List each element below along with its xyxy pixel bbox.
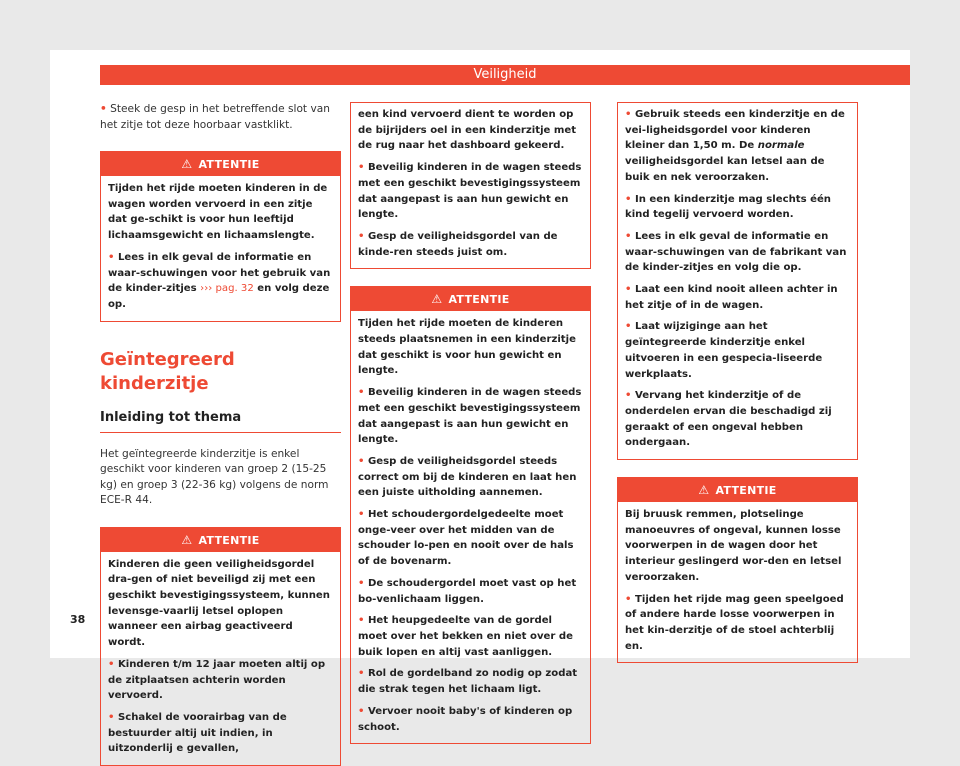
warning-bullet <box>358 613 583 660</box>
bullet-dot-icon: • <box>625 321 632 333</box>
warning-paragraph: Kinderen die geen veiligheidsgordel dra-gen of niet beveiligd zij met een geschikt bevestigingssysteem, kunnen levensge-vaarlij letsel oplopen wanneer een airbag geactiveerd wordt. <box>108 558 330 649</box>
bullet-dot-icon: • <box>358 668 365 680</box>
warning-bullet <box>358 576 583 607</box>
warning-paragraph: een kind vervoerd dient te worden op de bijrijders oel in een kinderzitje met de rug naar het dashboard gekeerd. <box>358 109 577 152</box>
warning-bullet-text: Laat een kind nooit alleen achter in het zitje of in de wagen. <box>625 284 838 311</box>
warning-bullet-text: Gesp de veiligheidsgordel steeds correct om bij de kinderen en laat hen een juiste uitholding aannemen. <box>358 455 577 499</box>
intro-paragraph: Het geïntegreerde kinderzitje is enkel geschikt voor kinderen van groep 2 (15-25 kg) en groep 3 (22-36 kg) volgens de norm ECE-R 44. <box>100 447 329 507</box>
warning-header <box>101 528 340 552</box>
warning-bullet <box>625 192 850 223</box>
warning-bullet-text: Schakel de voorairbag van de bestuurder altij uit indien, in uitzonderlij e gevallen, <box>108 711 287 755</box>
bullet-dot-icon: • <box>358 455 365 467</box>
warning-bullet <box>358 229 583 260</box>
bullet-dot-icon: • <box>625 230 632 242</box>
warning-bullet-text: Beveilig kinderen in de wagen steeds met een geschikt bevestigingssysteem dat aangepast is aan hun gewicht en lengte. <box>358 162 582 221</box>
bullet-dot-icon: • <box>358 615 365 627</box>
intro-step-text: Steek de gesp in het betreffende slot van het zitje tot deze hoorbaar vastklikt. <box>100 103 330 131</box>
bullet-dot-icon: • <box>358 705 365 717</box>
page-reference-link[interactable]: ››› pag. 32 <box>200 283 254 295</box>
warning-header <box>101 152 340 176</box>
bullet-dot-icon: • <box>358 162 365 174</box>
page-header: Veiligheid <box>100 65 910 85</box>
bullet-dot-icon: • <box>100 103 107 115</box>
warning-title: ATTENTIE <box>448 293 510 307</box>
subsection-title: Inleiding tot thema <box>100 408 341 433</box>
warning-title: ATTENTIE <box>198 158 260 171</box>
bullet-dot-icon: • <box>625 109 632 120</box>
warning-triangle-icon: ⚠ <box>698 483 710 498</box>
warning-bullet-text: Het heupgedeelte van de gordel moet over het bekken en niet over de buik lopen en altij vast aanliggen. <box>358 615 573 658</box>
warning-bullet-text: De schoudergordel moet vast op het bo-venlichaam liggen. <box>358 577 577 605</box>
warning-bullet <box>358 704 583 735</box>
warning-bullet <box>625 107 850 186</box>
warning-bullet <box>358 454 583 501</box>
warning-bullet-text: Vervang het kinderzitje of de onderdelen ervan die beschadigd zij geraakt of een ongeval hebben ondergaan. <box>625 390 832 449</box>
warning-bullet-text: Kinderen t/m 12 jaar moeten altij op de zitplaatsen achterin worden vervoerd. <box>108 658 326 702</box>
warning-bullet <box>358 385 583 448</box>
warning-body <box>351 103 590 268</box>
bullet-dot-icon: • <box>625 593 632 605</box>
bullet-dot-icon: • <box>358 577 365 589</box>
bullet-dot-icon: • <box>108 251 115 263</box>
warning-bullet <box>625 388 850 451</box>
warning-bullet <box>625 592 850 655</box>
column-3 <box>617 102 858 663</box>
warning-bullet-text: Gesp de veiligheidsgordel van de kinde-ren steeds juist om. <box>358 230 558 258</box>
warning-bullet-text-end: en volg deze op. <box>108 283 330 310</box>
warning-paragraph: Bij bruusk remmen, plotselinge manoeuvres of ongeval, kunnen losse voorwerpen in de wagen door het interieur geslingerd wor-den en letsel veroorzaken. <box>625 509 842 583</box>
warning-bullet-text: Vervoer nooit baby's of kinderen op schoot. <box>358 705 573 733</box>
warning-bullet <box>108 250 333 313</box>
warning-header <box>618 478 857 502</box>
warning-bullet <box>625 319 850 382</box>
warning-box-continued <box>617 102 858 460</box>
bullet-dot-icon: • <box>358 230 365 242</box>
section-title: Geïntegreerd kinderzitje <box>100 348 235 394</box>
warning-bullet <box>358 666 583 697</box>
warning-title: ATTENTIE <box>198 533 260 547</box>
warning-bullet <box>108 710 333 757</box>
bullet-dot-icon: • <box>358 509 365 521</box>
warning-bullet-text: Het schoudergordelgedeelte moet onge-veer over het midden van de schouder lo-pen en nooit over de hals of de bovenarm. <box>358 509 574 568</box>
warning-triangle-icon: ⚠ <box>431 292 443 307</box>
warning-bullet-text: Tijden het rijde mag geen speelgoed of andere harde losse voorwerpen in het kin-derzitje of de stoel achterblij en. <box>625 593 844 652</box>
warning-bullet-text: Lees in elk geval de informatie en waar-schuwingen voor het gebruik van de kinder-zitjes <box>108 251 331 295</box>
manual-page <box>50 50 910 755</box>
warning-paragraph: Tijden het rijde moeten de kinderen steeds plaatsnemen in een kinderzitje dat geschikt is voor hun gewicht en lengte. <box>358 318 576 377</box>
warning-bullet-text: Lees in elk geval de informatie en waar-schuwingen van de fabrikant van de kinder-zitjes en volg die op. <box>625 230 847 274</box>
column-2 <box>350 102 591 744</box>
warning-bullet-text: In een kinderzitje mag slechts één kind tegelij vervoerd worden. <box>625 193 831 221</box>
page-number: 38 <box>70 613 86 626</box>
warning-triangle-icon: ⚠ <box>181 157 193 171</box>
warning-body <box>101 552 340 765</box>
warning-bullet-text: Beveilig kinderen in de wagen steeds met een geschikt bevestigingssysteem dat aangepast is aan hun gewicht en lengte. <box>358 387 582 446</box>
warning-paragraph: Tijden het rijde moeten kinderen in de wagen worden vervoerd in een zitje dat ge-schikt is voor hun leeftijd lichaamsgewicht en lichaamslengte. <box>108 183 328 242</box>
intro-step <box>100 102 341 133</box>
warning-box-4 <box>617 477 858 663</box>
bullet-dot-icon: • <box>358 387 365 399</box>
warning-bullet <box>108 657 333 704</box>
warning-body <box>101 176 340 321</box>
warning-body <box>618 502 857 662</box>
bullet-dot-icon: • <box>625 193 632 205</box>
bullet-dot-icon: • <box>625 284 632 296</box>
warning-bullet-text-end: veiligheidsgordel kan letsel aan de buik en nek veroorzaken. <box>625 156 825 183</box>
warning-body <box>351 311 590 743</box>
warning-box-continued <box>350 102 591 269</box>
column-1 <box>100 102 341 766</box>
warning-bullet <box>358 160 583 223</box>
bullet-dot-icon: • <box>108 658 115 670</box>
warning-bullet <box>625 229 850 276</box>
warning-bullet-text: Rol de gordelband zo nodig op zodat die strak tegen het lichaam ligt. <box>358 668 578 696</box>
warning-bullet-text: Gebruik steeds een kinderzitje en de vei-ligheidsgordel voor kinderen kleiner dan 1,50 m. De <box>625 109 845 152</box>
warning-triangle-icon: ⚠ <box>181 532 193 547</box>
warning-bullet <box>358 507 583 570</box>
warning-box-2 <box>100 527 341 766</box>
warning-box-3 <box>350 286 591 744</box>
warning-header <box>351 287 590 311</box>
warning-box-1 <box>100 151 341 322</box>
emphasis-text: normale <box>757 140 805 152</box>
warning-title: ATTENTIE <box>715 484 777 498</box>
bullet-dot-icon: • <box>625 390 632 402</box>
warning-bullet <box>625 282 850 313</box>
warning-bullet-text: Laat wijziginge aan het geïntegreerde kinderzitje enkel uitvoeren in een gespecia-liseerde werkplaats. <box>625 321 823 380</box>
warning-body <box>618 103 857 459</box>
bullet-dot-icon: • <box>108 711 115 723</box>
